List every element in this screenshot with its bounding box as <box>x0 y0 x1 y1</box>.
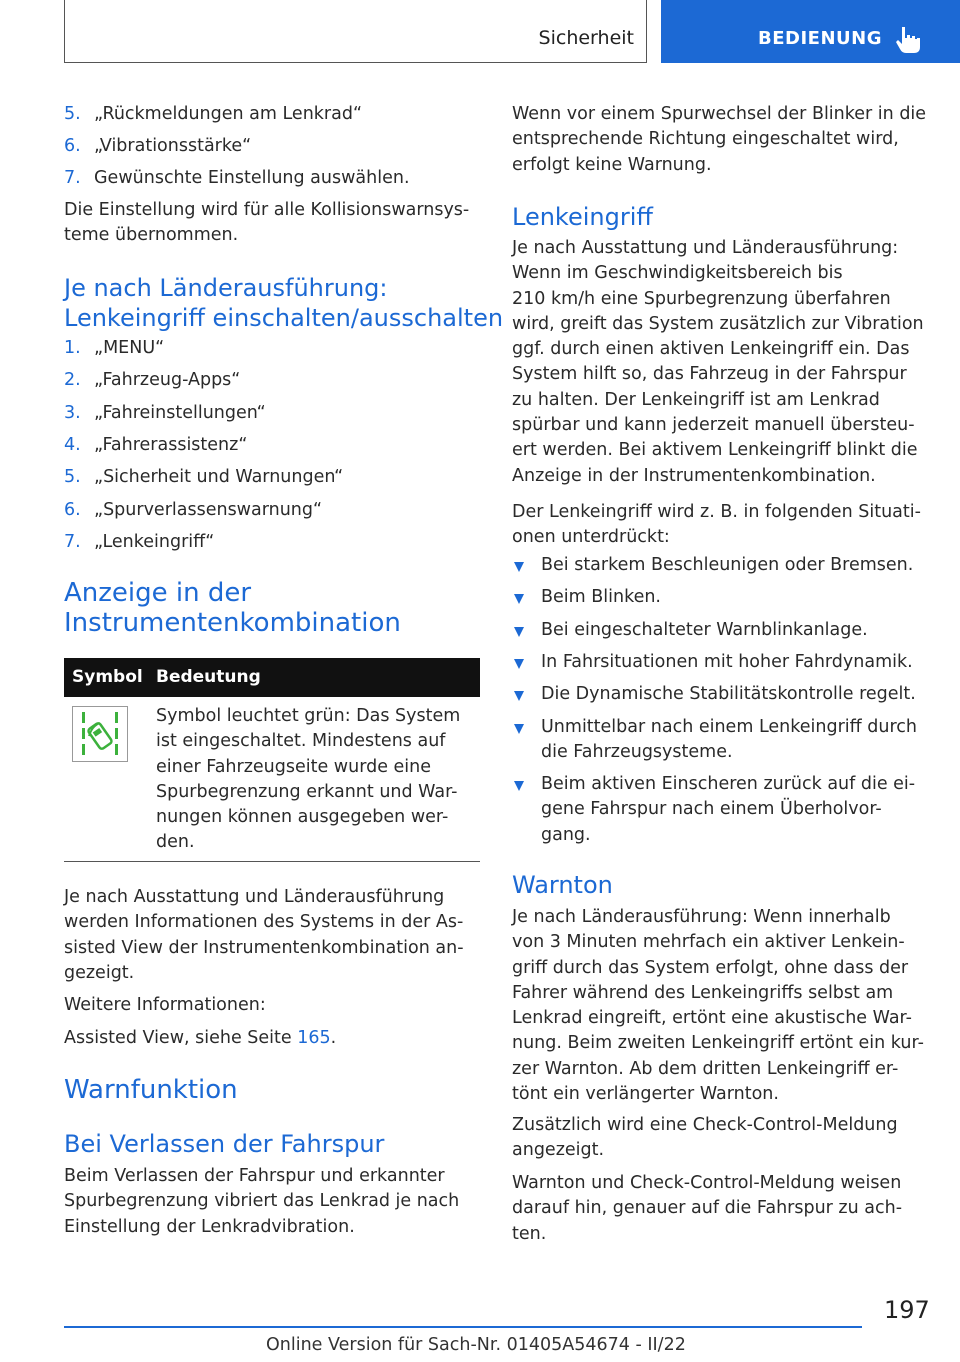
table-bottom-divider <box>64 861 480 862</box>
bullet-triangle-icon <box>514 691 524 701</box>
list-item-text: „Fahrerassistenz“ <box>94 434 248 455</box>
heading-warning-function: Warnfunktion <box>64 1075 238 1105</box>
lane-steering-icon <box>72 706 128 762</box>
paragraph-blinker: Wenn vor einem Spurwechsel der Blinker in die entsprechende Richtung eingeschaltet wird, erfolgt keine Warnung. <box>512 104 927 175</box>
heading-leave-lane: Bei Verlassen der Fahrspur <box>64 1130 385 1158</box>
bullet-triangle-icon <box>514 724 524 734</box>
list-item-text: „Vibrationsstärke“ <box>94 136 252 156</box>
list-item-text: „Fahreinstellungen“ <box>94 402 266 423</box>
list-item-text: „Rückmeldungen am Lenkrad“ <box>94 104 363 124</box>
list-item-text: Gewünschte Einstellung auswählen. <box>94 168 410 188</box>
list-item-number: 2. <box>64 370 81 391</box>
paragraph-suppressed: Der Lenkeingriff wird z. B. in folgenden Situati- onen unterdrückt: <box>512 502 921 548</box>
header-section-title: Sicherheit <box>538 27 634 49</box>
list-item-number: 5. <box>64 104 81 124</box>
page-number: 197 <box>884 1296 930 1324</box>
paragraph-settings-note: Die Einstellung wird für alle Kollisionswarnsys- teme übernommen. <box>64 200 470 246</box>
bullet-triangle-icon <box>514 781 524 791</box>
heading-lenkeingriff-toggle: Je nach Länderausführung: Lenkeingriff einschalten/ausschalten <box>64 274 504 332</box>
list-item-number: 1. <box>64 338 81 358</box>
paragraph-lenkeingriff: Je nach Ausstattung und Länderausführung: Wenn im Geschwindigkeitsbereich bis 210 km/h eine Spurbegrenzung überfahren wird, greift das System zusätzlich zur Vibration ggf. durch einen aktiven Lenkeingriff ein. Das System hilft so, das Fahrzeug in der Fahrspur zu halten. Der Lenkeingriff ist am Lenkrad spürbar und kann jederzeit manuell übersteu- ert werden. Bei aktivem Lenkeingriff blinkt die Anzeige in der Instrumentenkombination. <box>512 238 924 486</box>
paragraph-assisted-view: Je nach Ausstattung und Länderausführung werden Informationen des Systems in der As- sisted View der Instrumentenkombination an- gezeigt. <box>64 887 464 983</box>
list-item-number: 3. <box>64 402 81 423</box>
table-cell-meaning: Symbol leuchtet grün: Das System ist eingeschaltet. Mindestens auf einer Fahrzeugseite wurde eine Spurbegrenzung erkannt und War- nungen können ausgegeben wer- den. <box>156 706 461 853</box>
bullet-triangle-icon <box>514 562 524 572</box>
list-item-number: 5. <box>64 467 81 488</box>
footer-text: Online Version für Sach-Nr. 01405A54674 - II/22 <box>266 1335 686 1355</box>
list-item-text: „Lenkeingriff“ <box>94 531 215 552</box>
table-header <box>64 658 480 697</box>
list-item-number: 7. <box>64 531 81 552</box>
list-item-text: „Spurverlassenswarnung“ <box>94 499 323 520</box>
paragraph-see-page: Assisted View, siehe Seite 165. <box>64 1028 337 1048</box>
bullet-triangle-icon <box>514 659 524 669</box>
paragraph-leave-lane: Beim Verlassen der Fahrspur und erkannter Spurbegrenzung vibriert das Lenkrad je nach Einstellung der Lenkradvibration. <box>64 1166 460 1237</box>
list-item-text: „MENU“ <box>94 338 165 358</box>
page-link-165[interactable]: 165 <box>297 1028 331 1048</box>
header-chapter-tab[interactable] <box>661 0 960 63</box>
list-item-number: 7. <box>64 168 81 188</box>
paragraph-warnton-hint: Warnton und Check-Control-Meldung weisen darauf hin, genauer auf die Fahrspur zu ach- ten. <box>512 1173 903 1244</box>
table-header-symbol: Symbol <box>72 667 143 687</box>
header-section-box <box>64 0 647 63</box>
heading-lenkeingriff: Lenkeingriff <box>512 203 653 231</box>
footer-divider <box>64 1326 862 1328</box>
hand-pointer-icon <box>895 25 921 55</box>
list-item-number: 4. <box>64 434 81 455</box>
table-header-meaning: Bedeutung <box>156 667 261 687</box>
header-chapter-title: BEDIENUNG <box>758 28 882 49</box>
list-item-text: „Sicherheit und Warnungen“ <box>94 467 344 488</box>
bullet-triangle-icon <box>514 627 524 637</box>
paragraph-check-control: Zusätzlich wird eine Check-Control-Meldung angezeigt. <box>512 1115 898 1161</box>
list-item-text: „Fahrzeug-Apps“ <box>94 370 241 391</box>
list-item-number: 6. <box>64 136 81 156</box>
heading-warnton: Warnton <box>512 871 613 899</box>
list-item-number: 6. <box>64 499 81 520</box>
heading-display: Anzeige in der Instrumentenkombination <box>64 578 401 638</box>
paragraph-warnton: Je nach Länderausführung: Wenn innerhalb von 3 Minuten mehrfach ein aktiver Lenkein- griff durch das System erfolgt, ohne dass der Fahrer während des Lenkeingriffs selbst am Lenkrad eingreift, ertönt eine akustische War- nung. Beim zweiten Lenkeingriff ertönt ein kur- zer Warnton. Ab dem dritten Lenkeingriff er- tönt ein verlängerter Warnton. <box>512 907 924 1105</box>
bullet-triangle-icon <box>514 594 524 604</box>
paragraph-more-info: Weitere Informationen: <box>64 995 266 1015</box>
